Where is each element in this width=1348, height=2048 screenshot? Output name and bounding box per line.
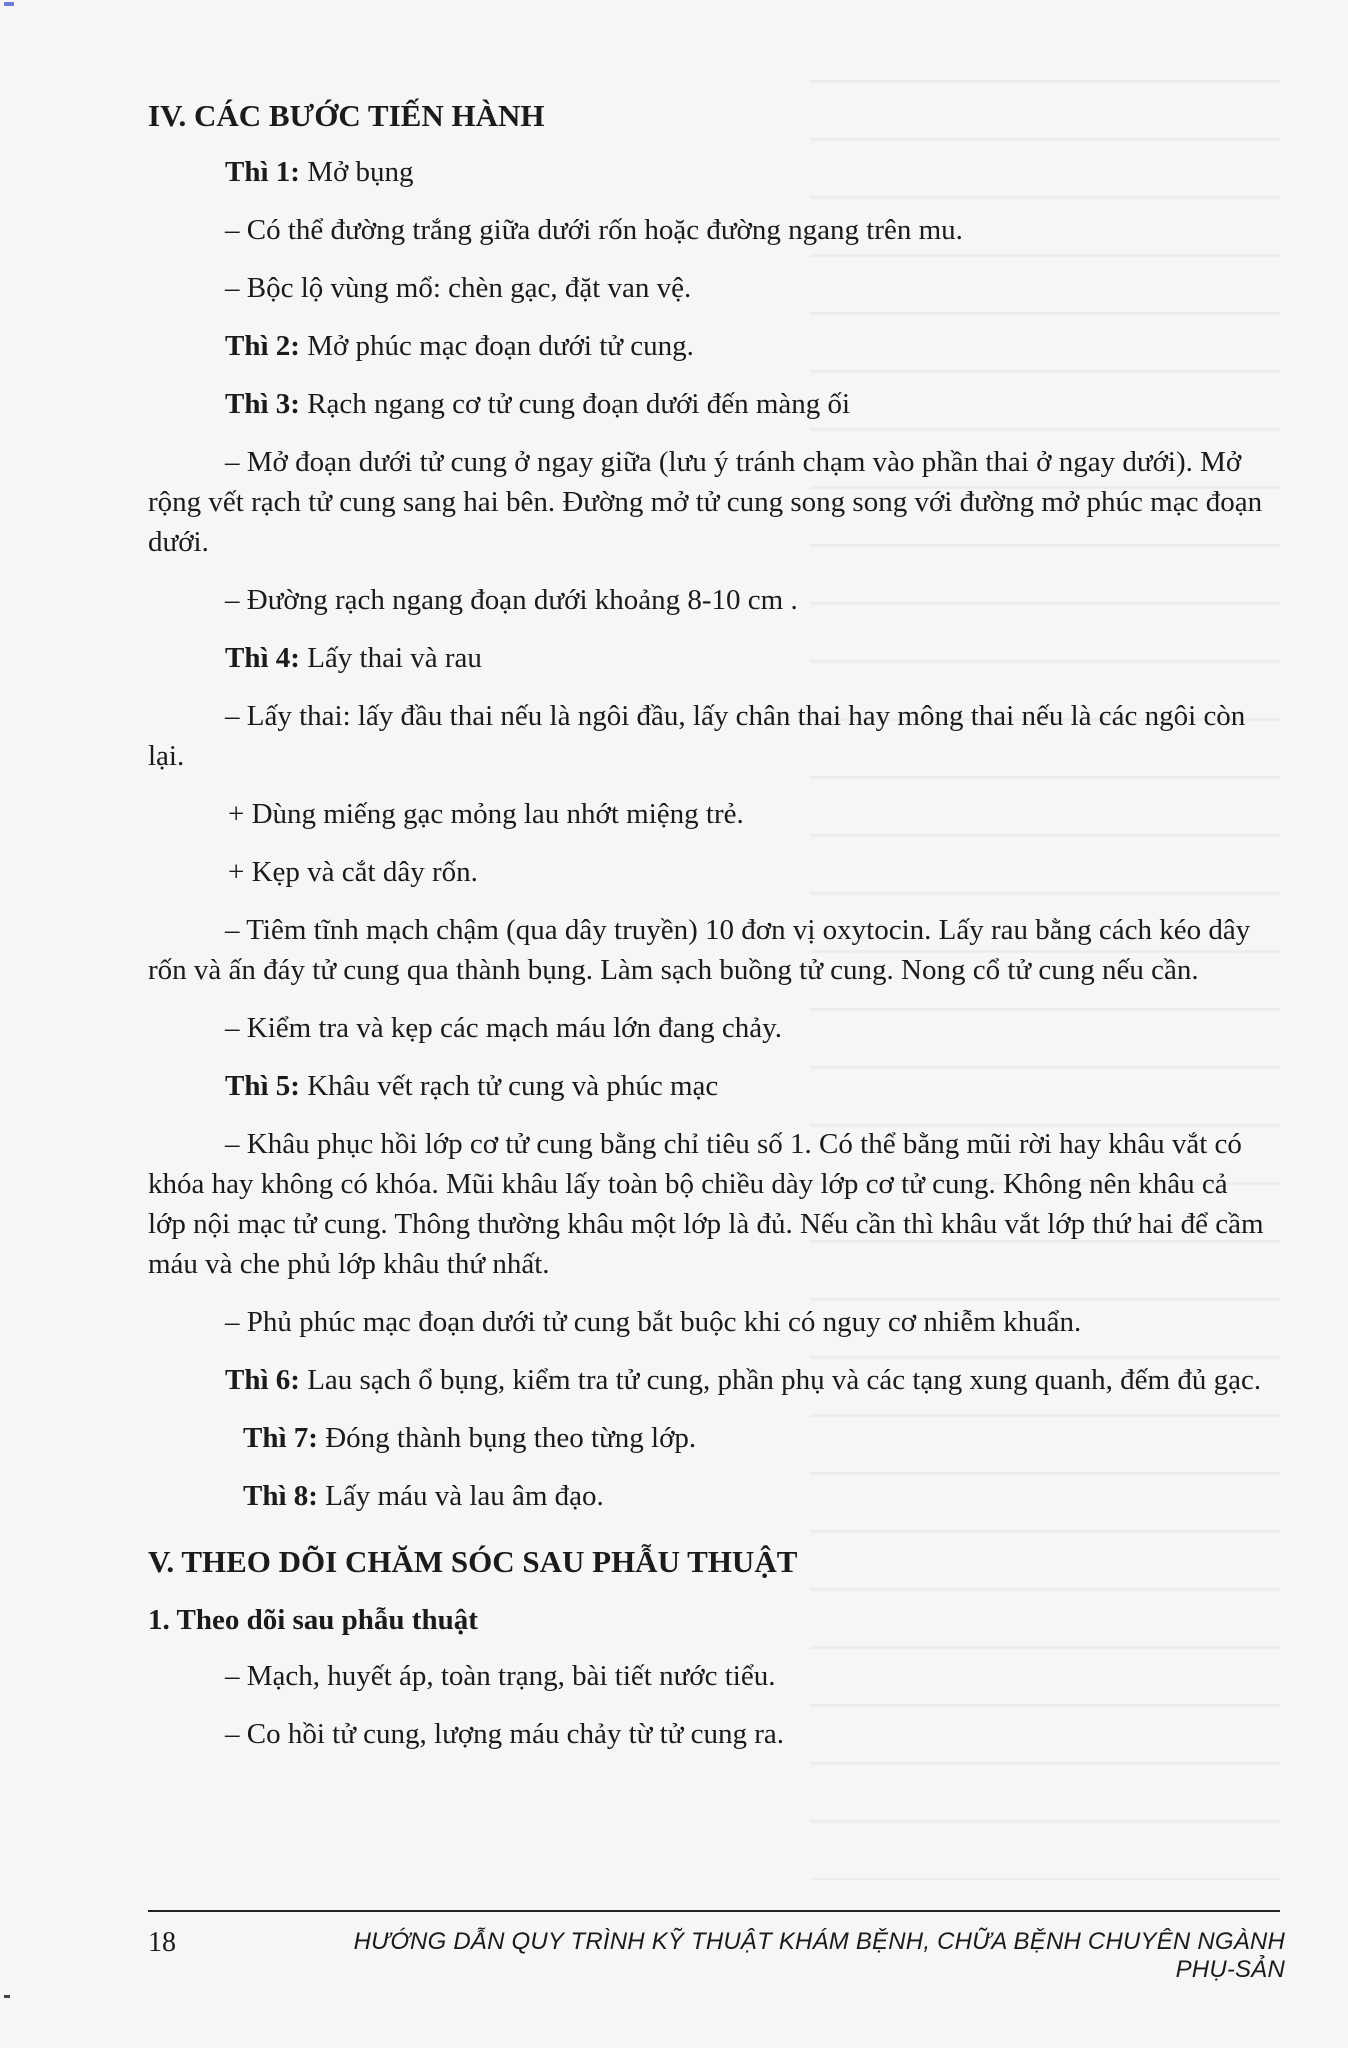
step-7 (243, 1418, 1266, 1458)
subsection-1-bullet-1: – Mạch, huyết áp, toàn trạng, bài tiết nước tiểu. (225, 1660, 776, 1692)
step-3-text: Rạch ngang cơ tử cung đoạn dưới đến màng ối (299, 388, 851, 420)
step-8-text: Lấy máu và lau âm đạo. (317, 1480, 604, 1512)
step-7-label: Thì 7: (243, 1422, 318, 1454)
step-4-plus-1: + Dùng miếng gạc mỏng lau nhớt miệng trẻ. (228, 798, 744, 830)
step-4-bullet-1: – Lấy thai: lấy đầu thai nếu là ngôi đầu, lấy chân thai hay mông thai nếu là các ngôi còn lại. (148, 700, 1246, 772)
step-4-plus-2: + Kẹp và cắt dây rốn. (228, 856, 478, 888)
step-4-bullet-3: – Kiểm tra và kẹp các mạch máu lớn đang chảy. (225, 1012, 782, 1044)
step-8-label: Thì 8: (243, 1480, 318, 1512)
step-3-bullet-2: – Đường rạch ngang đoạn dưới khoảng 8-10 cm . (225, 584, 798, 616)
step-8 (243, 1476, 1266, 1516)
section-iv-title: IV. CÁC BƯỚC TIẾN HÀNH (148, 98, 545, 133)
footer-rule (148, 1910, 1280, 1912)
step-4-bullet-2: – Tiêm tĩnh mạch chậm (qua dây truyền) 10 đơn vị oxytocin. Lấy rau bằng cách kéo dây rốn và ấn đáy tử cung qua thành bụng. Làm sạch buồng tử cung. Nong cổ tử cung nếu cần. (148, 914, 1251, 986)
step-1-text: Mở bụng (299, 156, 414, 188)
step-5-bullet-1: – Khâu phục hồi lớp cơ tử cung bằng chỉ tiêu số 1. Có thể bằng mũi rời hay khâu vắt có khóa hay không có khóa. Mũi khâu lấy toàn bộ chiều dày lớp cơ tử cung. Không nên khâu cả lớp nội mạc tử cung. Thông thường khâu một lớp là đủ. Nếu cần thì khâu vắt lớp thứ hai để cầm máu và che phủ lớp khâu thứ nhất. (148, 1128, 1264, 1280)
step-6-text: Lau sạch ổ bụng, kiểm tra tử cung, phần phụ và các tạng xung quanh, đếm đủ gạc. (299, 1364, 1262, 1396)
step-4-label: Thì 4: (225, 642, 300, 674)
page-content (148, 96, 1266, 1772)
step-1 (225, 152, 1266, 192)
section-v-title: V. THEO DÕI CHĂM SÓC SAU PHẪU THUẬT (148, 1544, 798, 1579)
step-6-label: Thì 6: (225, 1364, 300, 1396)
step-3-label: Thì 3: (225, 388, 300, 420)
step-4-text: Lấy thai và rau (299, 642, 482, 674)
step-1-bullet-1: – Có thể đường trắng giữa dưới rốn hoặc đường ngang trên mu. (225, 214, 963, 246)
step-3-bullet-1: – Mở đoạn dưới tử cung ở ngay giữa (lưu ý tránh chạm vào phần thai ở ngay dưới). Mở rộng vết rạch tử cung sang hai bên. Đường mở tử cung song song với đường mở phúc mạc đoạn dưới. (148, 446, 1263, 558)
step-6 (148, 1360, 1266, 1400)
step-2-label: Thì 2: (225, 330, 300, 362)
running-footer-title: HƯỚNG DẪN QUY TRÌNH KỸ THUẬT KHÁM BỆNH, CHỮA BỆNH CHUYÊN NGÀNH PHỤ-SẢN (353, 1928, 1285, 1983)
scan-corner-mark (4, 2, 14, 6)
step-5 (225, 1066, 1266, 1106)
step-2-text: Mở phúc mạc đoạn dưới tử cung. (299, 330, 694, 362)
step-4 (225, 638, 1266, 678)
step-5-label: Thì 5: (225, 1070, 300, 1102)
step-2 (225, 326, 1266, 366)
step-3 (225, 384, 1266, 424)
step-1-bullet-2: – Bộc lộ vùng mổ: chèn gạc, đặt van vệ. (225, 272, 692, 304)
step-7-text: Đóng thành bụng theo từng lớp. (317, 1422, 697, 1454)
subsection-1-title: 1. Theo dõi sau phẫu thuật (148, 1604, 478, 1636)
step-5-text: Khâu vết rạch tử cung và phúc mạc (299, 1070, 719, 1102)
step-5-bullet-2: – Phủ phúc mạc đoạn dưới tử cung bắt buộc khi có nguy cơ nhiễm khuẩn. (225, 1306, 1082, 1338)
step-1-label: Thì 1: (225, 156, 300, 188)
subsection-1-bullet-2: – Co hồi tử cung, lượng máu chảy từ tử cung ra. (225, 1718, 785, 1750)
page-number: 18 (148, 1927, 176, 1958)
scan-edge-mark (4, 1995, 10, 1998)
